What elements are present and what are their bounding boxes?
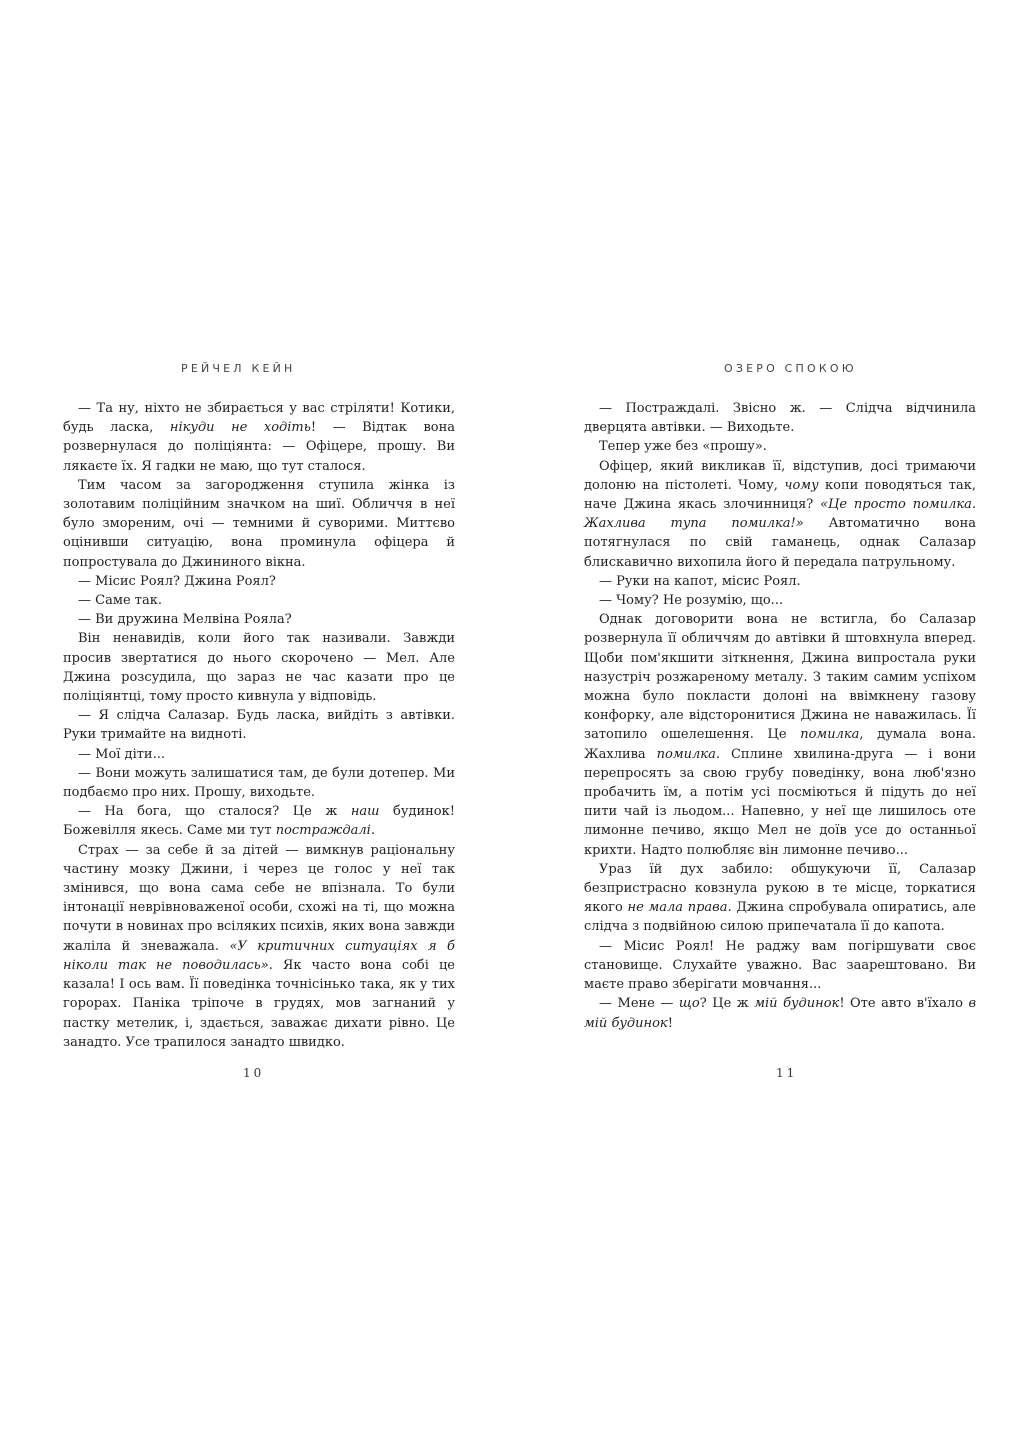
italic-emphasis: чому	[784, 477, 819, 493]
paragraph: — Місис Роял? Джина Роял?	[78, 573, 276, 589]
paragraph: — Саме так.	[78, 593, 162, 609]
italic-emphasis: що	[678, 996, 700, 1012]
paragraph: — Мене — що? Це ж мій будинок! Оте авто в'їхало в мій будинок!	[584, 996, 977, 1031]
italic-emphasis: помилка	[656, 746, 716, 762]
right-page	[518, 0, 1035, 1440]
paragraph: — Чому? Не розумію, що...	[599, 593, 784, 609]
paragraph: — Вони можуть залишатися там, де були дотепер. Ми подбаємо про них. Прошу, виходьте.	[63, 765, 455, 801]
paragraph: Страх — за себе й за дітей — вимкнув раціональну частину мозку Джини, і через це голос у неї так змінився, що вона сама себе не впізнала. То були інтонації неврівноваженої особи, схожі на ті, що можна почути в новинах про всіляких психів, яких вона завжди жаліла й зневажала. «У критичних ситуаціях я б ніколи так не поводилась». Як часто вона собі це казала! І ось вам. Її поведінка точнісінько така, як у тих горорах. Паніка тріпоче в грудях, мов загнаний у пастку метелик, і, здається, заважає дихати рівно. Це занадто. Усе трапилося занадто швидко.	[63, 842, 455, 1050]
page-number: 11	[776, 1066, 798, 1080]
running-head-author: РЕЙЧЕЛ КЕЙН	[181, 362, 296, 375]
paragraph: — Постраждалі. Звісно ж. — Слідча відчинила дверцята автівки. — Виходьте.	[584, 401, 976, 436]
left-page	[0, 0, 517, 1440]
paragraph: Тепер уже без «прошу».	[599, 439, 767, 455]
paragraph: — Я слідча Салазар. Будь ласка, вийдіть з автівки. Руки тримайте на видноті.	[63, 708, 455, 743]
running-head-title: ОЗЕРО СПОКОЮ	[724, 362, 857, 375]
paragraph: Офіцер, який викликав її, відступив, досі тримаючи долоню на пістолеті. Чому, чому копи поводяться так, наче Джина якась злочинниця? «Це просто помилка. Жахлива тупа помилка!» Автоматично вона потягнулася по свій гаманець, однак Салазар блискавично вихопила його й передала патрульному.	[584, 458, 977, 570]
italic-emphasis: помилка	[800, 727, 860, 743]
paragraph: — Ви дружина Мелвіна Рояла?	[78, 612, 292, 628]
italic-emphasis: не мала права	[627, 900, 728, 916]
paragraph: Він ненавидів, коли його так називали. Завжди просив звертатися до нього скорочено — Мел. Але Джина розсудила, що зараз не час казати про це поліціянтці, тому просто кивнула у відповідь.	[63, 631, 455, 705]
italic-emphasis: в мій будинок	[584, 996, 977, 1031]
page-number: 10	[243, 1066, 265, 1080]
paragraph: — Місис Роял! Не раджу вам погіршувати своє становище. Слухайте уважно. Вас заарештовано. Ви маєте право зберігати мовчання...	[584, 938, 976, 993]
paragraph: Ураз їй дух забило: обшукуючи її, Салазар безпристрасно ковзнула рукою в те місце, торкатися якого не мала права. Джина спробувала опиратись, але слідча з подвійною силою припечатала її до капота.	[584, 861, 976, 935]
paragraph: — Мої діти...	[78, 746, 165, 762]
italic-emphasis: «Це просто помилка. Жахлива тупа помилка!»	[584, 497, 976, 532]
body-text	[63, 399, 455, 1052]
italic-emphasis: «У критичних ситуаціях я б ніколи так не поводилась»	[63, 938, 455, 973]
paragraph: Тим часом за загородження ступила жінка із золотавим поліційним значком на шиї. Обличчя в неї було змореним, очі — темними й суворими. Миттєво оцінивши ситуацію, вона проминула офіцера й попростувала до Джининого вікна.	[63, 477, 455, 570]
body-text	[584, 399, 976, 1033]
italic-emphasis: мій будинок	[754, 996, 840, 1012]
paragraph: — Руки на капот, місис Роял.	[599, 573, 801, 589]
italic-emphasis: нікуди не ходіть	[169, 420, 311, 436]
italic-emphasis: постраждалі	[275, 823, 371, 839]
paragraph: — На бога, що сталося? Це ж наш будинок! Божевілля якесь. Саме ми тут постраждалі.	[63, 804, 455, 839]
paragraph: Однак договорити вона не встигла, бо Салазар розвернула її обличчям до автівки й штовхнула вперед. Щоби пом'якшити зіткнення, Джина випростала руки назустріч розжареному металу. З таким самим успіхом можна було покласти долоні на ввімкнену газову конфорку, але відсторонитися Джина не наважилась. Її затопило ошелешення. Це помилка, думала вона. Жахлива помилка. Сплине хвилина-друга — і вони перепросять за свою грубу поведінку, вона люб'язно пробачить їм, а потім усі посміються й підуть до неї пити чай із льодом... Напевно, у неї ще лишилось оте лимонне печиво, якщо Мел не доїв усе до останньої крихти. Надто полюбляє він лимонне печиво...	[584, 612, 976, 858]
paragraph: — Та ну, ніхто не збирається у вас стріляти! Котики, будь ласка, нікуди не ходіть! — Відтак вона розвернулася до поліціянта: — Офіцере, прошу. Ви лякаєте їх. Я гадки не маю, що тут сталося.	[63, 401, 456, 474]
italic-emphasis: наш	[350, 804, 380, 820]
